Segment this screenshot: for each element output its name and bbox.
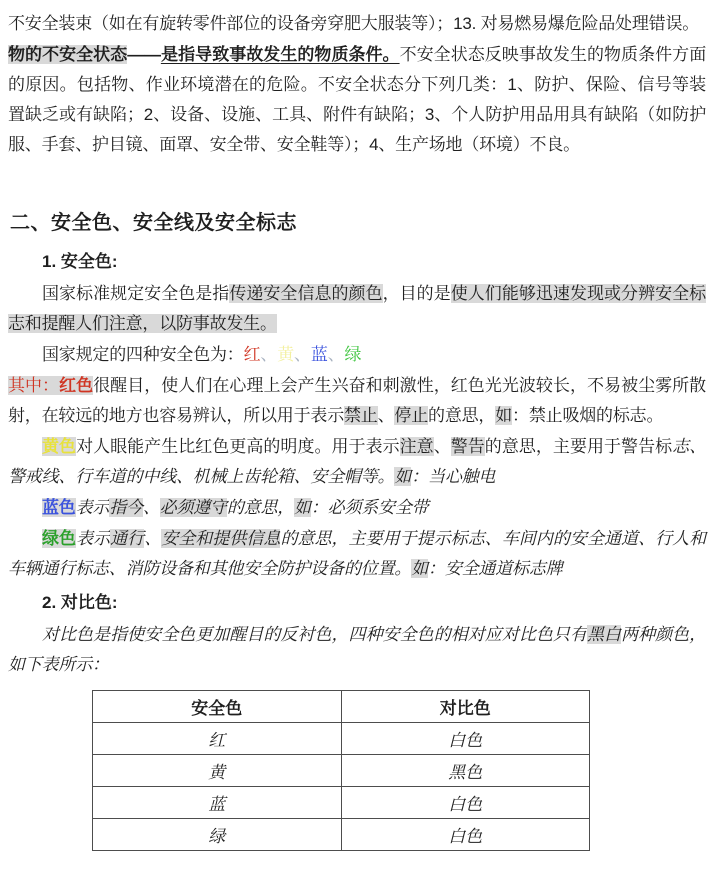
text-run: 停止 bbox=[394, 406, 429, 425]
table-header-cell: 安全色 bbox=[93, 691, 342, 723]
text-run: 警告 bbox=[450, 437, 485, 456]
paragraph bbox=[8, 524, 706, 584]
text-run: 必须遵守 bbox=[159, 498, 227, 517]
text-run: 传递安全信息的颜色 bbox=[229, 284, 383, 303]
text-run: 黄 bbox=[277, 345, 295, 364]
text-run: 的意思， bbox=[428, 406, 496, 425]
paragraph bbox=[8, 279, 706, 339]
paragraph bbox=[8, 340, 706, 370]
text-run: 的意思，主要用于警告标 bbox=[484, 437, 673, 456]
text-run: 如 bbox=[294, 498, 311, 517]
text-run: 黑白 bbox=[587, 625, 622, 644]
text-run: 红 bbox=[243, 345, 261, 364]
text-run: 指今 bbox=[109, 498, 143, 517]
text-run: 使人们能够迅速发现或分辨安全标志和提醒人们注意，以防事故发生。 bbox=[8, 284, 706, 333]
text-run: 志、警戒线、行车道的中线、机械上齿轮箱、安全帽等。 bbox=[8, 437, 706, 486]
text-run: 不安全状态反映事故发生的物质条件方面的原因。包括物、作业环境潜在的危险。不安全状态分下列几类：1、防护、保险、信号等装置缺乏或有缺陷；2、设备、设施、工具、附件有缺陷；3、个人防护用品用具有缺陷（如防护服、手套、护目镜、面罩、安全带、安全鞋等）；4、生产场地（环境）不良。 bbox=[8, 45, 706, 154]
text-run: 、 bbox=[377, 406, 395, 425]
text-run: 黄色 bbox=[42, 437, 77, 456]
table-row bbox=[93, 819, 590, 851]
text-run: 很醒目，使人们在心理上会产生兴奋和刺激性，红色光光波较长，不易被尘雾所散射，在较远的地方也容易辨认，所以用于表示 bbox=[8, 376, 706, 425]
text-run: ：禁止吸烟的标志。 bbox=[512, 406, 664, 425]
text-run: 禁止 bbox=[344, 406, 378, 425]
text-run: ：安全通道标志牌 bbox=[428, 559, 563, 578]
table-cell: 白色 bbox=[341, 723, 590, 755]
text-run: 蓝 bbox=[310, 345, 328, 364]
table-row bbox=[93, 787, 590, 819]
safety-color-table bbox=[92, 690, 590, 851]
paragraph bbox=[8, 620, 706, 680]
text-run: 如 bbox=[495, 406, 513, 425]
text-run: 如 bbox=[411, 559, 429, 578]
table-cell: 白色 bbox=[341, 787, 590, 819]
table-header-row bbox=[93, 691, 590, 723]
paragraph bbox=[8, 371, 706, 431]
text-run: 不安全装束（如在有旋转零件部位的设备旁穿肥大服装等）；13. 对易燃易爆危险品处理错误。 bbox=[8, 14, 700, 33]
text-run: 、 bbox=[142, 498, 160, 517]
text-run: 通行 bbox=[110, 529, 145, 548]
text-run: 、 bbox=[294, 345, 311, 364]
table-header-cell: 对比色 bbox=[341, 691, 590, 723]
table-cell: 黄 bbox=[93, 755, 342, 787]
table-cell: 红 bbox=[93, 723, 342, 755]
text-run: 对人眼能产生比红色更高的明度。用于表示 bbox=[76, 437, 400, 456]
table-cell: 黑色 bbox=[341, 755, 590, 787]
text-run: 、 bbox=[433, 437, 451, 456]
text-run: 两种颜色，如下表所示： bbox=[8, 625, 706, 674]
document-content bbox=[8, 9, 706, 680]
text-run: 蓝色 bbox=[42, 498, 76, 517]
text-run: 红色 bbox=[59, 376, 94, 395]
paragraph bbox=[8, 432, 706, 492]
text-run: 绿色 bbox=[42, 529, 77, 548]
text-run: 是指导致事故发生的物质条件。 bbox=[160, 45, 400, 64]
table-cell: 绿 bbox=[93, 819, 342, 851]
paragraph bbox=[8, 493, 706, 523]
paragraph bbox=[8, 40, 706, 160]
text-run: 、 bbox=[144, 529, 162, 548]
text-run: 注意 bbox=[399, 437, 434, 456]
section-heading: 二、安全色、安全线及安全标志 bbox=[10, 212, 297, 234]
text-run: 对比色是指使安全色更加醒目的反衬色，四种安全色的相对应对比色只有 bbox=[42, 625, 587, 644]
table-cell: 白色 bbox=[341, 819, 590, 851]
text-run: 的意思， bbox=[226, 498, 295, 517]
subsection-heading: 2. 对比色: bbox=[42, 593, 118, 612]
text-run: 国家标准规定安全色是指 bbox=[42, 284, 230, 303]
paragraph bbox=[8, 9, 706, 39]
text-run: —— bbox=[127, 45, 161, 64]
text-run: ：当心触电 bbox=[411, 467, 496, 486]
text-run: 其中： bbox=[8, 376, 60, 395]
text-run: 表示 bbox=[75, 498, 110, 517]
table-row bbox=[93, 755, 590, 787]
text-run: ，目的是 bbox=[382, 284, 451, 303]
text-run: 绿 bbox=[344, 345, 362, 364]
text-run: 、 bbox=[260, 345, 278, 364]
text-run: 国家规定的四种安全色为： bbox=[42, 345, 244, 364]
text-run: ：必须系安全带 bbox=[310, 498, 429, 517]
text-run: 、 bbox=[327, 345, 345, 364]
text-run: 物的不安全状态 bbox=[8, 45, 128, 64]
table-cell: 蓝 bbox=[93, 787, 342, 819]
text-run: 安全和提供信息 bbox=[161, 529, 281, 548]
table-row bbox=[93, 723, 590, 755]
text-run: 表示 bbox=[76, 529, 111, 548]
subsection-heading: 1. 安全色: bbox=[42, 252, 118, 271]
text-run: 如 bbox=[394, 467, 412, 486]
text-run: 的意思，主要用于提示标志、车间内的安全通道、行人和车辆通行标志、消防设备和其他安全防护设备的位置。 bbox=[8, 529, 706, 578]
